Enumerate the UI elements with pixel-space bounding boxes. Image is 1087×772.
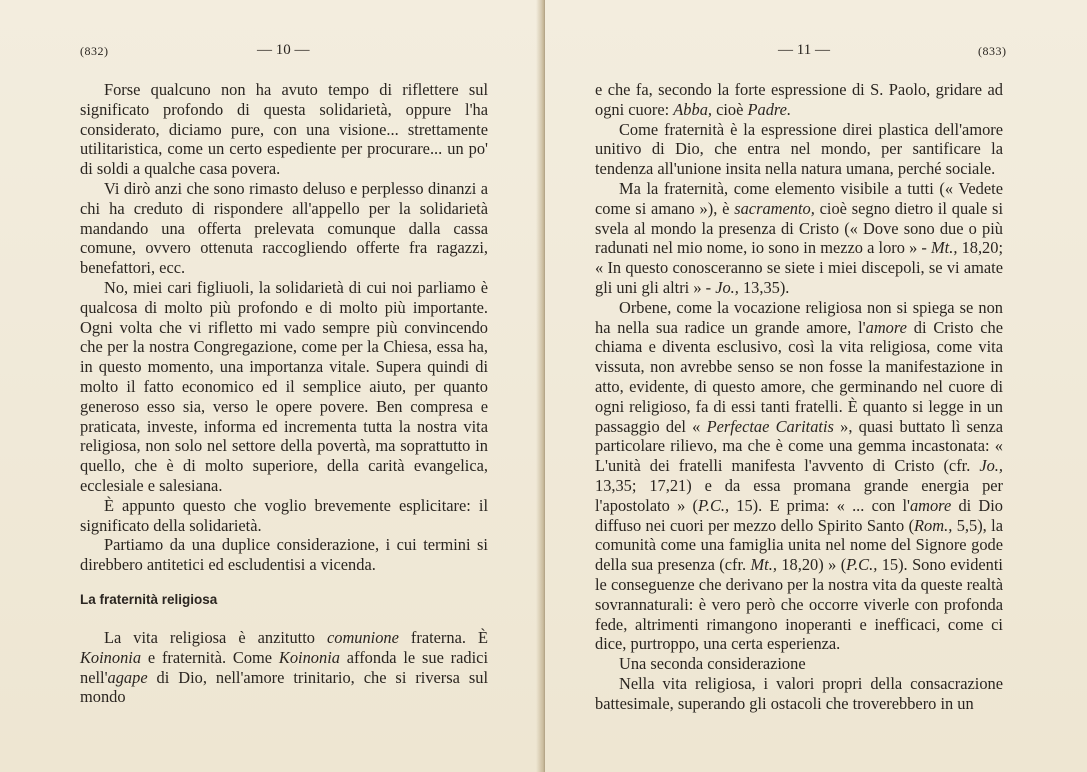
left-page-number: — 10 — [257,42,310,58]
paragraph: Orbene, come la vocazione religiosa non si spiega se non ha nella sua radice un grande amore, l'amore di Cristo che chiama e diventa esclusivo, così la vita religiosa, come vita vissuta, non avrebbe senso se non fosse la manifestazione in atto, evidente, di questo amore, che germinando nel cuore di ogni religioso, fa di essi tanti fratelli. È quanto si legge in un passaggio del « Perfectae Caritatis », quasi buttato lì senza particolare rilievo, ma che è come una gemma incastonata: « L'unità dei fratelli manifesta l'avvento di Cristo (cfr. Jo., 13,35; 17,21) e da essa promana grande energia per l'apostolato » (P.C., 15). E prima: « ... con l'amore di Dio diffuso nei cuori per mezzo dello Spirito Santo (Rom., 5,5), la comunità come una famiglia unita nel nome del Signore gode della sua presenza (cfr. Mt., 18,20) » (P.C., 15). Sono evidenti le conseguenze che derivano per la nostra vita da queste realtà sovrannaturali: è vero però che occorre viverle con profonda fede, altrimenti rimangono inoperanti e inefficaci, come ci dice, purtroppo, una certa esperienza. [595,297,1004,654]
right-body-text [595,80,1003,714]
paragraph: e che fa, secondo la forte espressione di S. Paolo, gridare ad ogni cuore: Abba, cioè Padre. [595,80,1003,119]
left-page [0,0,542,772]
paragraph: Nella vita religiosa, i valori propri della consacrazione battesimale, superando gli ostacoli che troverebbero in un [595,673,1003,713]
paragraph: Partiamo da una duplice considerazione, i cui termini si direbbero antitetici ed escludentisi a vicenda. [80,535,488,575]
left-body-text [80,80,488,575]
paragraph: Una seconda considerazione [619,654,806,674]
paragraph: Forse qualcuno non ha avuto tempo di riflettere sul significato profondo di questa solidarietà, oppure l'ha considerato, diciamo pure, con una visione... strettamente utilitaristica, come un certo espediente per procurare... un po' di soldi a qualche casa povera. [80,80,488,179]
paragraph: La vita religiosa è anzitutto comunione fraterna. È Koinonia e fraternità. Come Koinonia affonda le sue radici nell'agape di Dio, nell'amore trinitario, che si riversa sul mondo [80,628,488,707]
paragraph: Come fraternità è la espressione direi plastica dell'amore unitivo di Dio, che entra nel mondo, per santificare la tendenza all'unione insita nella natura umana, perché sociale. [595,119,1003,179]
paragraph: Ma la fraternità, come elemento visibile a tutti (« Vedete come si amano »), è sacramento, cioè segno dietro il quale si svela al mondo la presenza di Cristo (« Dove sono due o più radunati nel mio nome, io sono in mezzo a loro » - Mt., 18,20; « In questo conosceranno se siete i miei discepoli, se vi amate gli uni gli altri » - Jo., 13,35). [595,178,1003,297]
right-folio: (833) [978,44,1007,58]
left-final-text [80,628,488,707]
right-page-number: — 11 — [778,42,830,58]
section-heading: La fraternità religiosa [80,592,218,607]
paragraph: No, miei cari figliuoli, la solidarietà di cui noi parliamo è qualcosa di molto più profondo e di molto più importante. Ogni volta che vi rifletto mi vado sempre più convincendo che per la nostra Congregazione, come per la Chiesa, essa ha, in questo momento, una importanza vitale. Supera quindi di molto il fatto economico ed il semplice aiuto, per quanto generoso esso sia, verso le opere povere. Ben compresa e praticata, investe, informa ed incrementa tutta la nostra vita religiosa, non solo nel settore della povertà, ma soprattutto in quello, che è di molto superiore, della carità evangelica, ecclesiale e salesiana. [80,277,488,495]
right-page [545,0,1087,772]
paragraph: È appunto questo che voglio brevemente esplicitare: il significato della solidarietà. [80,495,488,535]
left-folio: (832) [80,44,109,58]
paragraph: Vi dirò anzi che sono rimasto deluso e perplesso dinanzi a chi ha creduto di rispondere all'appello per la solidarietà mandando una offerta prelevata comunque dalla cassa comune, ovvero ottenuta raccogliendo offerte fra ragazzi, benefattori, ecc. [80,178,488,278]
